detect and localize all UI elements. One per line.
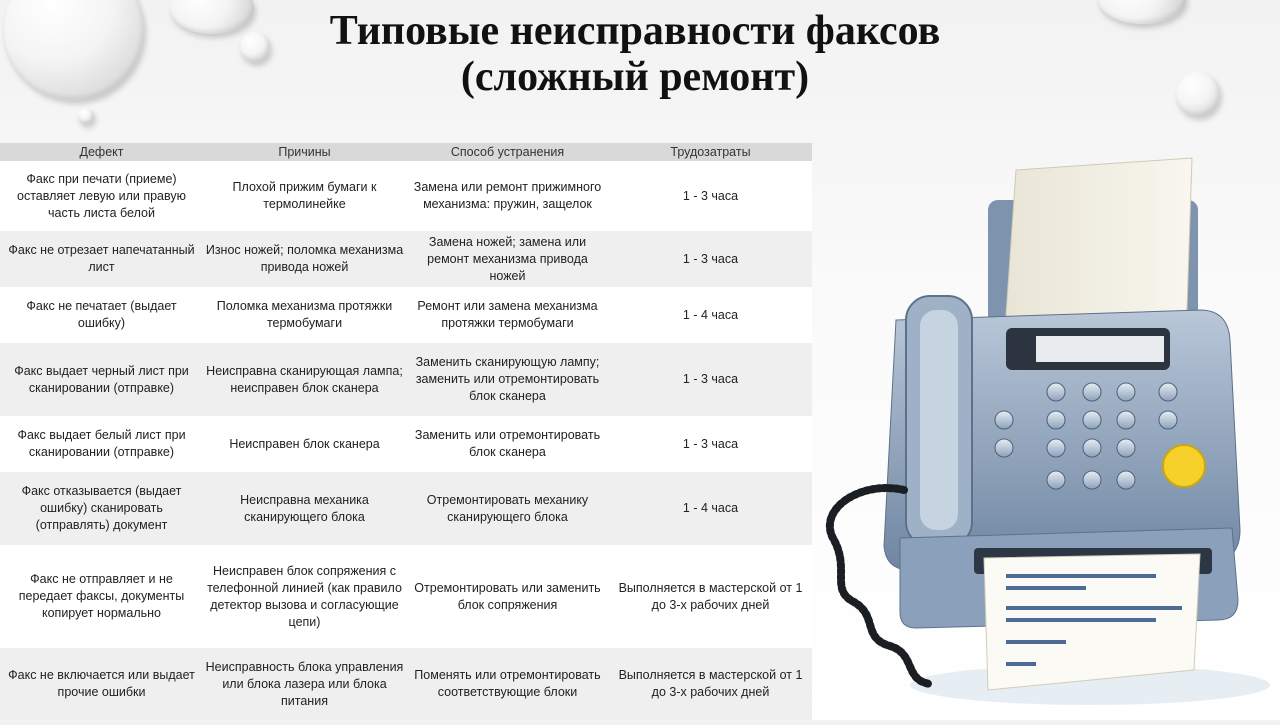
cell-cause: Поломка механизма протяжки термобумаги [203,287,406,343]
cell-defect: Факс выдает черный лист при сканировании (отправке) [0,343,203,416]
page-title [0,8,1270,100]
cell-cause: Износ ножей; поломка механизма привода ножей [203,231,406,287]
cell-cause: Неисправна механика сканирующего блока [203,472,406,545]
cell-cause: Неисправна сканирующая лампа; неисправен блок сканера [203,343,406,416]
cell-effort: 1 - 3 часа [609,231,812,287]
cell-defect: Факс не печатает (выдает ошибку) [0,287,203,343]
header-effort: Трудозатраты [609,143,812,161]
title-line-1: Типовые неисправности факсов [329,8,941,54]
cell-effort: Выполняется в мастерской от 1 до 3-х рабочих дней [609,648,812,720]
cell-fix: Замена или ремонт прижимного механизма: пружин, защелок [406,161,609,231]
cell-cause: Плохой прижим бумаги к термолинейке [203,161,406,231]
table-row [0,416,812,472]
cell-fix: Заменить сканирующую лампу; заменить или отремонтировать блок сканера [406,343,609,416]
table-row [0,343,812,416]
table-row [0,648,812,720]
cell-fix: Отремонтировать механику сканирующего блока [406,472,609,545]
header-cause: Причины [203,143,406,161]
cell-fix: Поменять или отремонтировать соответствующие блоки [406,648,609,720]
table-row [0,231,812,287]
cell-cause: Неисправен блок сопряжения с телефонной линией (как правило детектор вызова и согласующие цепи) [203,545,406,648]
water-drop-decoration [78,108,94,124]
cell-fix: Отремонтировать или заменить блок сопряжения [406,545,609,648]
fax-machine-icon [820,150,1280,720]
table-row [0,472,812,545]
cell-fix: Заменить или отремонтировать блок сканера [406,416,609,472]
cell-effort: 1 - 3 часа [609,343,812,416]
table-row [0,161,812,231]
cell-defect: Факс не отправляет и не передает факсы, документы копирует нормально [0,545,203,648]
title-line-2: (сложный ремонт) [460,54,810,100]
cell-effort: 1 - 4 часа [609,287,812,343]
table-row [0,545,812,648]
cell-cause: Неисправен блок сканера [203,416,406,472]
cell-defect: Факс при печати (приеме) оставляет левую или правую часть листа белой [0,161,203,231]
cell-cause: Неисправность блока управления или блока лазера или блока питания [203,648,406,720]
cell-effort: 1 - 3 часа [609,161,812,231]
cell-defect: Факс не включается или выдает прочие ошибки [0,648,203,720]
table-row [0,287,812,343]
cell-defect: Факс отказывается (выдает ошибку) сканировать (отправлять) документ [0,472,203,545]
cell-effort: 1 - 4 часа [609,472,812,545]
cell-effort: 1 - 3 часа [609,416,812,472]
cell-effort: Выполняется в мастерской от 1 до 3-х рабочих дней [609,545,812,648]
faults-table [0,143,812,720]
cell-fix: Замена ножей; замена или ремонт механизма привода ножей [406,231,609,287]
table-header-row [0,143,812,161]
header-defect: Дефект [0,143,203,161]
cell-defect: Факс выдает белый лист при сканировании (отправке) [0,416,203,472]
cell-defect: Факс не отрезает напечатанный лист [0,231,203,287]
cell-fix: Ремонт или замена механизма протяжки термобумаги [406,287,609,343]
header-fix: Способ устранения [406,143,609,161]
